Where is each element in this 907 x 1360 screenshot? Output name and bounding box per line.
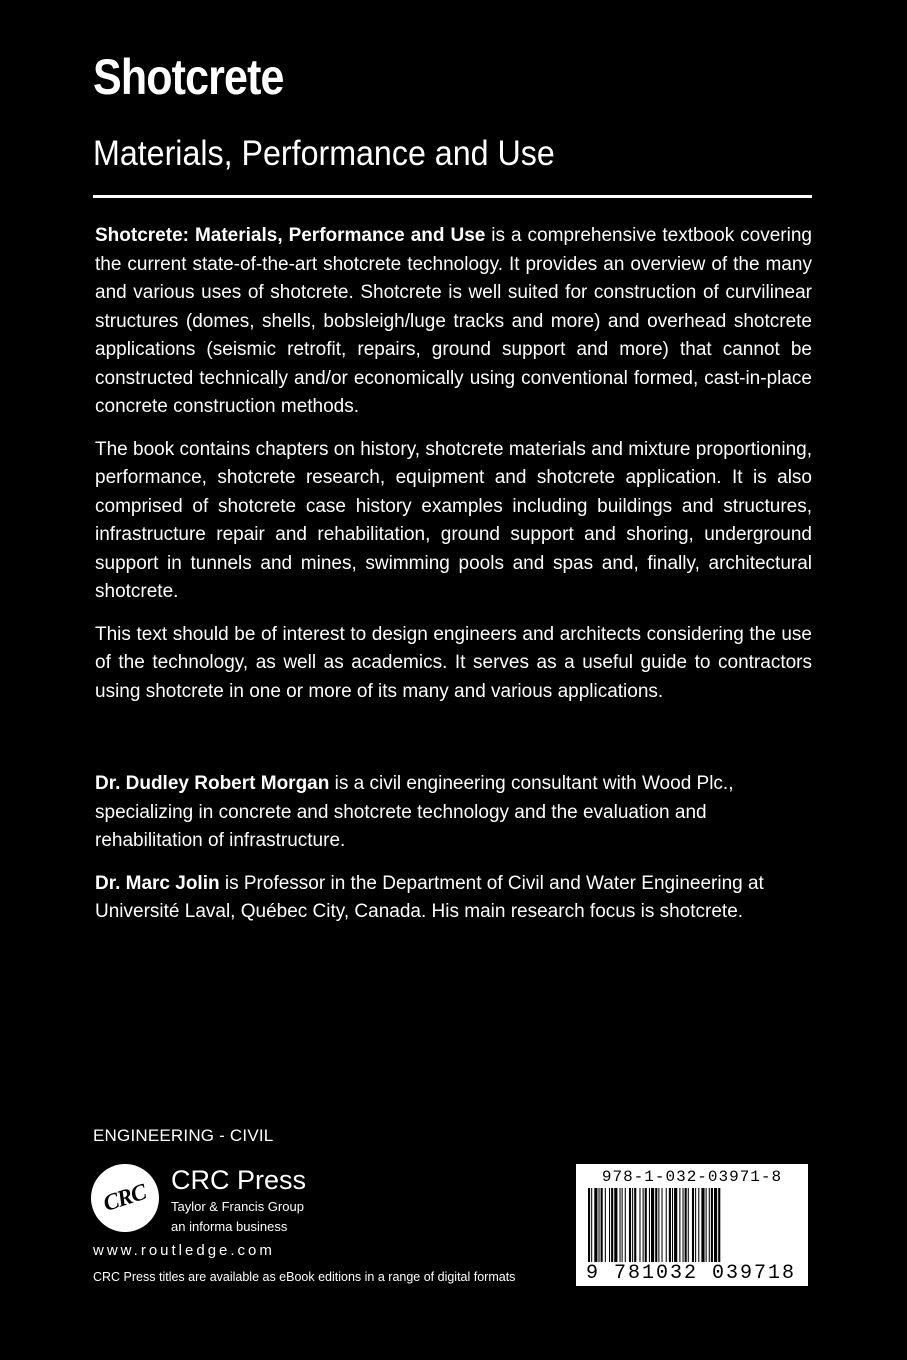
book-description	[95, 222, 812, 720]
author-bio-text: is a civil engineering consultant with Wood Plc., specializing in concrete and shotcrete technology and the evaluation and rehabilitation of infrastructure.	[95, 773, 734, 851]
publisher-group: Taylor & Francis Group	[171, 1199, 304, 1214]
author-bio-text: is Professor in the Department of Civil and Water Engineering at Université Laval, Québec City, Canada. His main research focus is shotcrete.	[95, 872, 764, 922]
description-paragraph-3: This text should be of interest to design engineers and architects considering the use of the technology, as well as academics. It serves as a useful guide to contractors using shotcrete in one or more of its many and various applications.	[95, 623, 812, 702]
isbn-barcode	[576, 1164, 808, 1286]
author-name: Dr. Dudley Robert Morgan	[95, 773, 330, 794]
isbn-label: 978-1-032-03971-8	[601, 1168, 783, 1186]
publisher-parent: an informa business	[171, 1219, 288, 1234]
author-name: Dr. Marc Jolin	[95, 872, 220, 894]
author-bios	[95, 770, 812, 941]
description-paragraph-2: The book contains chapters on history, shotcrete materials and mixture proportioning, performance, shotcrete research, equipment and shotcrete application. It is also comprised of shotcrete case history examples including buildings and structures, infrastructure repair and rehabilitation, ground support and shoring, underground support in tunnels and mines, swimming pools and spas and, finally, architectural shotcrete.	[95, 438, 812, 602]
barcode-bars-icon	[588, 1188, 796, 1262]
isbn-digits: 9 781032 039718	[586, 1262, 797, 1285]
book-title: Shotcrete	[93, 49, 284, 105]
crc-logo-icon	[91, 1164, 159, 1232]
description-paragraph-1	[95, 222, 812, 422]
publisher-name: CRC Press	[171, 1165, 307, 1195]
ebook-note: CRC Press titles are available as eBook editions in a range of digital formats	[93, 1270, 516, 1284]
title-divider	[93, 195, 812, 198]
description-book-title: Shotcrete: Materials, Performance and Use	[95, 225, 486, 246]
book-subtitle: Materials, Performance and Use	[93, 134, 555, 173]
author-bio-1	[95, 770, 812, 856]
author-bio-2	[95, 870, 812, 927]
subject-category: ENGINEERING - CIVIL	[93, 1126, 274, 1145]
crc-logo-text: CRC	[100, 1178, 150, 1217]
description-text: is a comprehensive textbook covering the current state-of-the-art shotcrete technology. It provides an overview of the many and various uses of shotcrete. Shotcrete is well suited for construction of curvilinear structures (domes, shells, bobsleigh/luge tracks and more) and overhead shotcrete applications (seismic retrofit, repairs, ground support and more) that cannot be constructed technically and/or economically using conventional formed, cast-in-place concrete construction methods.	[95, 225, 812, 417]
publisher-website: www.routledge.com	[93, 1242, 275, 1259]
